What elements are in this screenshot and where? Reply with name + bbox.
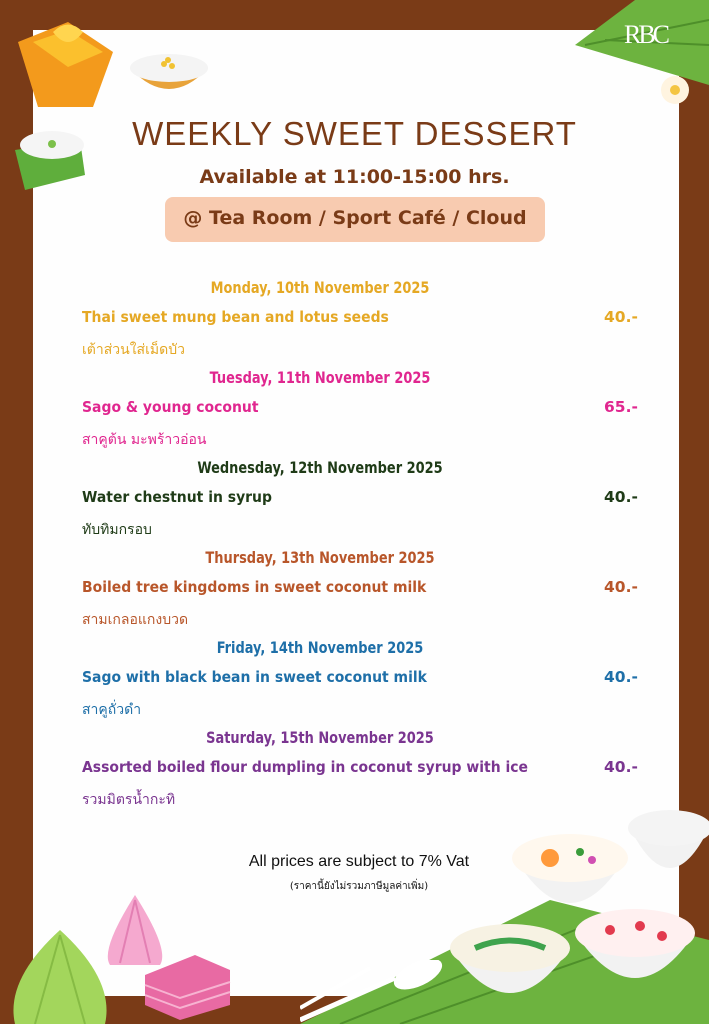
dish-name: Water chestnut in syrup [82,488,272,506]
dish-price: 65.- [604,398,638,416]
banana-leaf-top-right [575,0,709,110]
green-dumpling-illustration [5,930,115,1024]
rbc-logo-text: RBC [624,20,668,49]
dish-thai-name: สาคูต้น มะพร้าวอ่อน [82,432,207,448]
layered-cake-illustration [140,950,232,1020]
vat-note: All prices are subject to 7% Vat [248,853,470,870]
dish-price: 40.- [604,578,638,596]
day-heading: Saturday, 15th November 2025 [206,728,434,747]
spoon-fork-icon [300,960,450,1024]
page-title: WEEKLY SWEET DESSERT [132,115,577,152]
dish-thai-name: สาคูถั่วดำ [82,702,142,718]
coconut-bowl-illustration [128,50,210,102]
venue-text: @ Tea Room / Sport Café / Cloud [183,207,527,229]
vat-note-thai: (ราคานี้ยังไม่รวมภาษีมูลค่าเพิ่ม) [289,881,429,892]
dish-name: Thai sweet mung bean and lotus seeds [82,308,389,326]
dish-thai-name: เต้าส่วนใส่เม็ดบัว [82,342,185,358]
dish-thai-name: รวมมิตรน้ำกะทิ [82,792,176,808]
dish-price: 40.- [604,758,638,776]
dish-price: 40.- [604,668,638,686]
day-heading: Tuesday, 11th November 2025 [209,368,431,387]
dish-price: 40.- [604,308,638,326]
orange-dessert-illustration [8,12,118,112]
day-heading: Monday, 10th November 2025 [210,278,430,297]
dish-thai-name: ทับทิมกรอบ [82,522,152,538]
dish-name: Sago with black bean in sweet coconut milk [82,668,427,686]
dish-name: Boiled tree kingdoms in sweet coconut milk [82,578,427,596]
dish-name: Sago & young coconut [82,398,259,416]
dish-name: Assorted boiled flour dumpling in coconut syrup with ice [82,758,528,776]
availability-text: Available at 11:00-15:00 hrs. [199,166,510,188]
dish-thai-name: สามเกลอแกงบวด [82,612,189,628]
dish-price: 40.- [604,488,638,506]
day-heading: Thursday, 13th November 2025 [205,548,435,567]
day-heading: Wednesday, 12th November 2025 [197,458,443,477]
day-heading: Friday, 14th November 2025 [216,638,424,657]
dessert-bowls-illustration [450,808,709,1024]
rbc-logo [624,20,667,50]
